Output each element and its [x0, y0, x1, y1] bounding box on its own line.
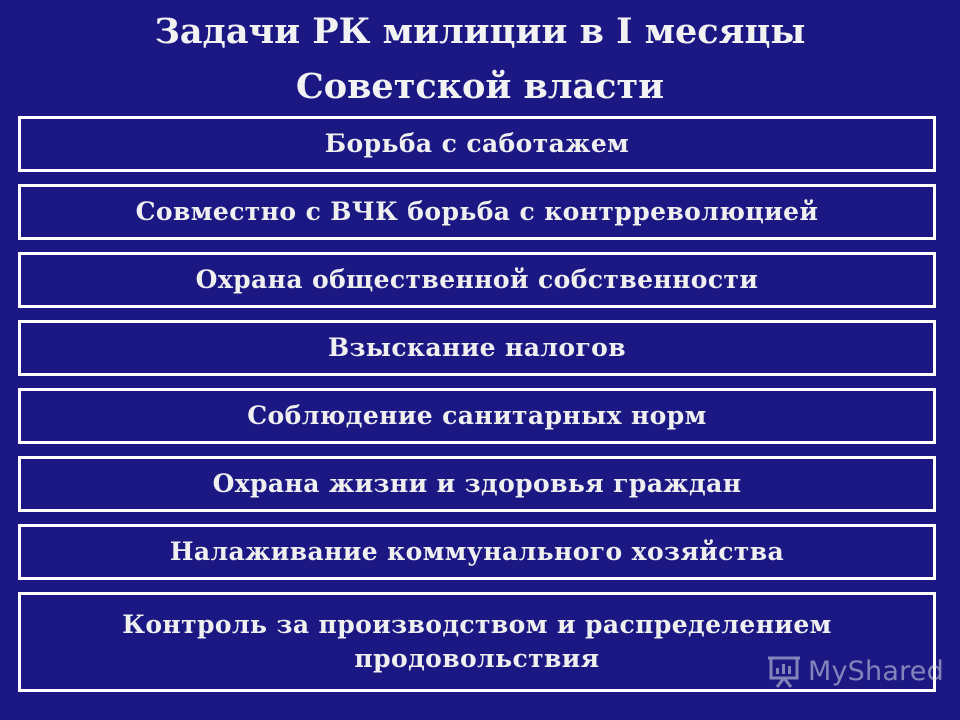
- task-box-food-control-line-2: продовольствия: [354, 644, 600, 673]
- task-box-food-control-line-1: Контроль за производством и распределением: [122, 610, 832, 639]
- slide-title-line-1: Задачи РК милиции в I месяцы: [154, 11, 806, 52]
- slide-title: [0, 4, 960, 114]
- presentation-icon: [766, 653, 802, 689]
- task-box-communal-services: Налаживание коммунального хозяйства: [18, 524, 936, 580]
- slide-title-line-2: Советской власти: [295, 66, 665, 107]
- task-box-sabotage: Борьба с саботажем: [18, 116, 936, 172]
- task-list: [18, 116, 936, 692]
- task-box-counterrevolution: Совместно с ВЧК борьба с контрреволюцией: [18, 184, 936, 240]
- task-box-citizen-health: Охрана жизни и здоровья граждан: [18, 456, 936, 512]
- watermark-text: MyShared: [808, 655, 944, 687]
- watermark: [766, 651, 944, 691]
- task-box-sanitary-norms: Соблюдение санитарных норм: [18, 388, 936, 444]
- task-box-taxes: Взыскание налогов: [18, 320, 936, 376]
- task-box-public-property: Охрана общественной собственности: [18, 252, 936, 308]
